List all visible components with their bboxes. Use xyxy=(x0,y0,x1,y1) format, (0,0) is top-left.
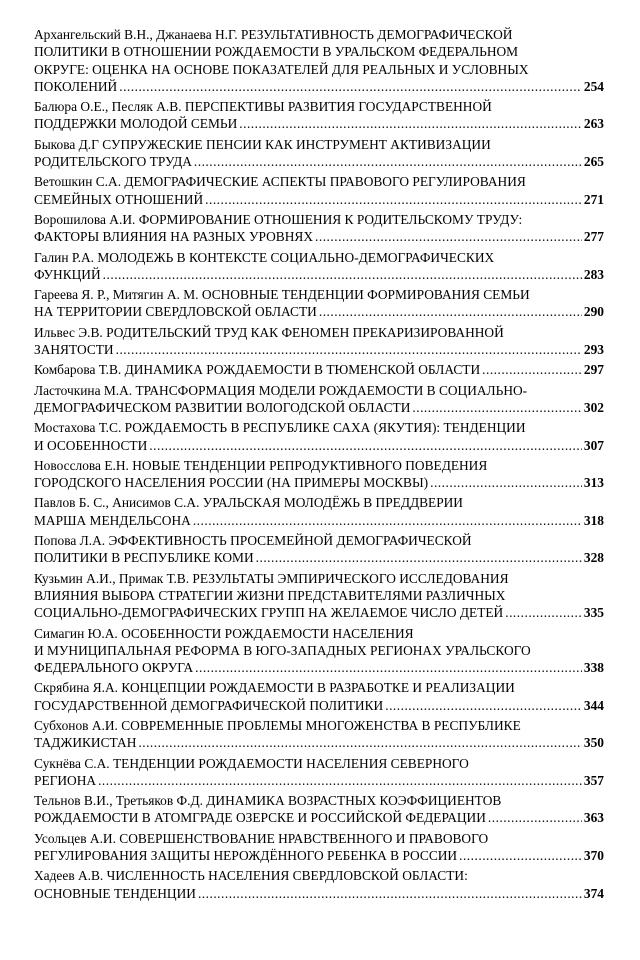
toc-entry-line: И ОСОБЕННОСТИ xyxy=(34,437,148,453)
toc-entry[interactable] xyxy=(34,286,604,321)
page-number[interactable]: 344 xyxy=(583,697,604,713)
toc-entry-last-line xyxy=(34,437,604,454)
page-number[interactable]: 290 xyxy=(583,304,604,320)
toc-entry[interactable] xyxy=(34,98,604,133)
page-number[interactable]: 357 xyxy=(583,772,604,788)
dot-leader xyxy=(319,303,582,320)
dot-leader xyxy=(98,772,582,789)
dot-leader xyxy=(505,604,582,621)
toc-entry-line: РЕГИОНА xyxy=(34,772,97,788)
toc-entry-line: Гареева Я. Р., Митягин А. М. ОСНОВНЫЕ ТЕНДЕНЦИИ ФОРМИРОВАНИЯ СЕМЬИ xyxy=(34,287,530,303)
toc-entry-last-line xyxy=(34,228,604,245)
toc-entry-line: ВЛИЯНИЯ ВЫБОРА СТРАТЕГИИ ЖИЗНИ ПРЕДСТАВИТЕЛЯМИ РАЗЛИЧНЫХ xyxy=(34,587,506,603)
toc-entry-last-line xyxy=(34,399,604,416)
toc-entry-line: СОЦИАЛЬНО-ДЕМОГРАФИЧЕСКИХ ГРУПП НА ЖЕЛАЕМОЕ ЧИСЛО ДЕТЕЙ xyxy=(34,605,504,621)
toc-entry-line: РОДИТЕЛЬСКОГО ТРУДА xyxy=(34,154,192,170)
toc-entry-line: ПОДДЕРЖКИ МОЛОДОЙ СЕМЬИ xyxy=(34,116,238,132)
page-number[interactable]: 263 xyxy=(583,116,604,132)
toc-entry-line: ТАДЖИКИСТАН xyxy=(34,735,137,751)
toc-entry-last-line xyxy=(34,191,604,208)
dot-leader xyxy=(315,228,582,245)
toc-entry-line: ЗАНЯТОСТИ xyxy=(34,342,114,358)
toc-entry[interactable] xyxy=(34,211,604,246)
toc-entry[interactable] xyxy=(34,867,604,902)
toc-entry-last-line xyxy=(34,549,604,566)
toc-entry-last-line xyxy=(34,474,604,491)
page-number[interactable]: 283 xyxy=(583,266,604,282)
toc-entry-last-line xyxy=(34,512,604,529)
toc-entry-line: ОКРУГЕ: ОЦЕНКА НА ОСНОВЕ ПОКАЗАТЕЛЕЙ ДЛЯ РЕАЛЬНЫХ И УСЛОВНЫХ xyxy=(34,61,529,77)
page-number[interactable]: 302 xyxy=(583,399,604,415)
toc-entry-line: Хадеев А.В. ЧИСЛЕННОСТЬ НАСЕЛЕНИЯ СВЕРДЛОВСКОЙ ОБЛАСТИ: xyxy=(34,868,468,884)
toc-entry[interactable] xyxy=(34,494,604,529)
page-number[interactable]: 370 xyxy=(583,848,604,864)
toc-entry[interactable] xyxy=(34,792,604,827)
toc-entry-line: ФЕДЕРАЛЬНОГО ОКРУГА xyxy=(34,660,194,676)
toc-entry-line: ГОСУДАРСТВЕННОЙ ДЕМОГРАФИЧЕСКОЙ ПОЛИТИКИ xyxy=(34,697,384,713)
toc-entry-line: ПОЛИТИКИ В ОТНОШЕНИИ РОЖДАЕМОСТИ В УРАЛЬСКОМ ФЕДЕРАЛЬНОМ xyxy=(34,44,519,60)
toc-entry-line: Павлов Б. С., Анисимов С.А. УРАЛЬСКАЯ МОЛОДЁЖЬ В ПРЕДДВЕРИИ xyxy=(34,495,463,511)
dot-leader xyxy=(119,78,582,95)
toc-entry-last-line xyxy=(34,153,604,170)
toc-entry-last-line xyxy=(34,697,604,714)
toc-entry-last-line xyxy=(34,847,604,864)
toc-entry[interactable] xyxy=(34,324,604,359)
table-of-contents xyxy=(34,26,604,905)
toc-entry-line: НА ТЕРРИТОРИИ СВЕРДЛОВСКОЙ ОБЛАСТИ xyxy=(34,304,317,320)
toc-entry-last-line xyxy=(34,361,604,378)
page-number[interactable]: 265 xyxy=(583,154,604,170)
page-number[interactable]: 293 xyxy=(583,342,604,358)
toc-entry-line: Галин Р.А. МОЛОДЕЖЬ В КОНТЕКСТЕ СОЦИАЛЬНО-ДЕМОГРАФИЧЕСКИХ xyxy=(34,249,495,265)
toc-entry[interactable] xyxy=(34,173,604,208)
toc-entry-line: Новосслова Е.Н. НОВЫЕ ТЕНДЕНЦИИ РЕПРОДУКТИВНОГО ПОВЕДЕНИЯ xyxy=(34,457,488,473)
toc-entry-line: Архангельский В.Н., Джанаева Н.Г. РЕЗУЛЬТАТИВНОСТЬ ДЕМОГРАФИЧЕСКОЙ xyxy=(34,27,513,42)
dot-leader xyxy=(103,266,582,283)
dot-leader xyxy=(195,659,582,676)
toc-entry-line: РОЖДАЕМОСТИ В АТОМГРАДЕ ОЗЕРСКЕ И РОССИЙСКОЙ ФЕДЕРАЦИИ xyxy=(34,810,486,826)
page-number[interactable]: 318 xyxy=(583,512,604,528)
toc-entry-line: Ильвес Э.В. РОДИТЕЛЬСКИЙ ТРУД КАК ФЕНОМЕН ПРЕКАРИЗИРОВАННОЙ xyxy=(34,324,504,340)
toc-entry-line: Ласточкина М.А. ТРАНСФОРМАЦИЯ МОДЕЛИ РОЖДАЕМОСТИ В СОЦИАЛЬНО- xyxy=(34,382,528,398)
toc-entry-last-line xyxy=(34,303,604,320)
toc-entry-last-line xyxy=(34,772,604,789)
page-number[interactable]: 328 xyxy=(583,550,604,566)
dot-leader xyxy=(256,549,582,566)
toc-entry-last-line xyxy=(34,885,604,902)
toc-entry-line: ПОКОЛЕНИЙ xyxy=(34,78,118,94)
toc-entry-line: Попова Л.А. ЭФФЕКТИВНОСТЬ ПРОСЕМЕЙНОЙ ДЕМОГРАФИЧЕСКОЙ xyxy=(34,533,472,549)
toc-entry[interactable] xyxy=(34,249,604,284)
toc-entry-line: МАРША МЕНДЕЛЬСОНА xyxy=(34,512,191,528)
dot-leader xyxy=(193,512,582,529)
toc-entry[interactable] xyxy=(34,532,604,567)
page-number[interactable]: 254 xyxy=(583,78,604,94)
toc-entry-line: Тельнов В.И., Третьяков Ф.Д. ДИНАМИКА ВОЗРАСТНЫХ КОЭФФИЦИЕНТОВ xyxy=(34,793,502,809)
toc-entry-last-line xyxy=(34,78,604,95)
toc-entry-line: Мостахова Т.С. РОЖДАЕМОСТЬ В РЕСПУБЛИКЕ САХА (ЯКУТИЯ): ТЕНДЕНЦИИ xyxy=(34,420,526,436)
toc-entry-last-line xyxy=(34,341,604,358)
toc-entry[interactable] xyxy=(34,136,604,171)
toc-entry-line: Балюра О.Е., Песляк А.В. ПЕРСПЕКТИВЫ РАЗВИТИЯ ГОСУДАРСТВЕННОЙ xyxy=(34,99,492,115)
dot-leader xyxy=(239,115,582,132)
page-number[interactable]: 297 xyxy=(583,362,604,378)
toc-entry-line: ФАКТОРЫ ВЛИЯНИЯ НА РАЗНЫХ УРОВНЯХ xyxy=(34,229,314,245)
toc-entry-last-line xyxy=(34,659,604,676)
toc-entry-line: ГОРОДСКОГО НАСЕЛЕНИЯ РОССИИ (НА ПРИМЕРЫ МОСКВЫ) xyxy=(34,475,429,491)
dot-leader xyxy=(138,734,582,751)
toc-entry-line: Ветошкин С.А. ДЕМОГРАФИЧЕСКИЕ АСПЕКТЫ ПРАВОВОГО РЕГУЛИРОВАНИЯ xyxy=(34,174,526,190)
dot-leader xyxy=(385,697,582,714)
toc-entry-line: Быкова Д.Г СУПРУЖЕСКИЕ ПЕНСИИ КАК ИНСТРУМЕНТ АКТИВИЗАЦИИ xyxy=(34,136,491,152)
toc-entry-line: Усольцев А.И. СОВЕРШЕНСТВОВАНИЕ НРАВСТВЕННОГО И ПРАВОВОГО xyxy=(34,830,489,846)
toc-entry-line: ПОЛИТИКИ В РЕСПУБЛИКЕ КОМИ xyxy=(34,550,254,566)
toc-entry[interactable] xyxy=(34,717,604,752)
page-number[interactable]: 307 xyxy=(583,437,604,453)
page-number[interactable]: 277 xyxy=(583,229,604,245)
toc-entry-line: И МУНИЦИПАЛЬНАЯ РЕФОРМА В ЮГО-ЗАПАДНЫХ РЕГИОНАХ УРАЛЬСКОГО xyxy=(34,642,531,658)
page-number[interactable]: 374 xyxy=(583,885,604,901)
dot-leader xyxy=(430,474,582,491)
page-number[interactable]: 350 xyxy=(583,735,604,751)
toc-entry-line: РЕГУЛИРОВАНИЯ ЗАЩИТЫ НЕРОЖДЁННОГО РЕБЕНКА В РОССИИ xyxy=(34,848,458,864)
toc-entry[interactable] xyxy=(34,419,604,454)
toc-entry-line: Кузьмин А.И., Примак Т.В. РЕЗУЛЬТАТЫ ЭМПИРИЧЕСКОГО ИССЛЕДОВАНИЯ xyxy=(34,570,509,586)
toc-entry-last-line xyxy=(34,115,604,132)
toc-entry-last-line xyxy=(34,266,604,283)
toc-entry-line: Симагин Ю.А. ОСОБЕННОСТИ РОЖДАЕМОСТИ НАСЕЛЕНИЯ xyxy=(34,625,414,641)
dot-leader xyxy=(205,191,582,208)
page-number[interactable]: 335 xyxy=(583,605,604,621)
toc-entry[interactable] xyxy=(34,26,604,95)
dot-leader xyxy=(482,361,582,378)
toc-entry-last-line xyxy=(34,809,604,826)
toc-entry[interactable] xyxy=(34,382,604,417)
dot-leader xyxy=(194,153,582,170)
toc-entry-line: Сукнёва С.А. ТЕНДЕНЦИИ РОЖДАЕМОСТИ НАСЕЛЕНИЯ СЕВЕРНОГО xyxy=(34,755,469,771)
toc-entry[interactable] xyxy=(34,457,604,492)
page-number[interactable]: 338 xyxy=(583,660,604,676)
toc-entry-line: ОСНОВНЫЕ ТЕНДЕНЦИИ xyxy=(34,885,196,901)
toc-entry[interactable] xyxy=(34,625,604,677)
dot-leader xyxy=(459,847,582,864)
page-number[interactable]: 313 xyxy=(583,475,604,491)
dot-leader xyxy=(412,399,582,416)
toc-entry-line: Скрябина Я.А. КОНЦЕПЦИИ РОЖДАЕМОСТИ В РАЗРАБОТКЕ И РЕАЛИЗАЦИИ xyxy=(34,680,515,696)
toc-entry[interactable] xyxy=(34,830,604,865)
dot-leader xyxy=(198,885,582,902)
toc-entry-line: Комбарова Т.В. ДИНАМИКА РОЖДАЕМОСТИ В ТЮМЕНСКОЙ ОБЛАСТИ xyxy=(34,362,481,378)
toc-entry[interactable] xyxy=(34,755,604,790)
toc-entry-line: Субхонов А.И. СОВРЕМЕННЫЕ ПРОБЛЕМЫ МНОГОЖЕНСТВА В РЕСПУБЛИКЕ xyxy=(34,717,521,733)
dot-leader xyxy=(116,341,582,358)
toc-entry[interactable] xyxy=(34,679,604,714)
toc-entry-last-line xyxy=(34,734,604,751)
page-number[interactable]: 363 xyxy=(583,810,604,826)
page-number[interactable]: 271 xyxy=(583,191,604,207)
dot-leader xyxy=(149,437,582,454)
toc-entry-line: СЕМЕЙНЫХ ОТНОШЕНИЙ xyxy=(34,191,204,207)
toc-entry-line: ДЕМОГРАФИЧЕСКОМ РАЗВИТИИ ВОЛОГОДСКОЙ ОБЛАСТИ xyxy=(34,399,411,415)
toc-entry-line: ФУНКЦИЙ xyxy=(34,266,101,282)
toc-entry-last-line xyxy=(34,604,604,621)
toc-entry[interactable] xyxy=(34,361,604,378)
toc-entry-line: Ворошилова А.И. ФОРМИРОВАНИЕ ОТНОШЕНИЯ К РОДИТЕЛЬСКОМУ ТРУДУ: xyxy=(34,211,523,227)
toc-entry[interactable] xyxy=(34,570,604,622)
dot-leader xyxy=(488,809,582,826)
